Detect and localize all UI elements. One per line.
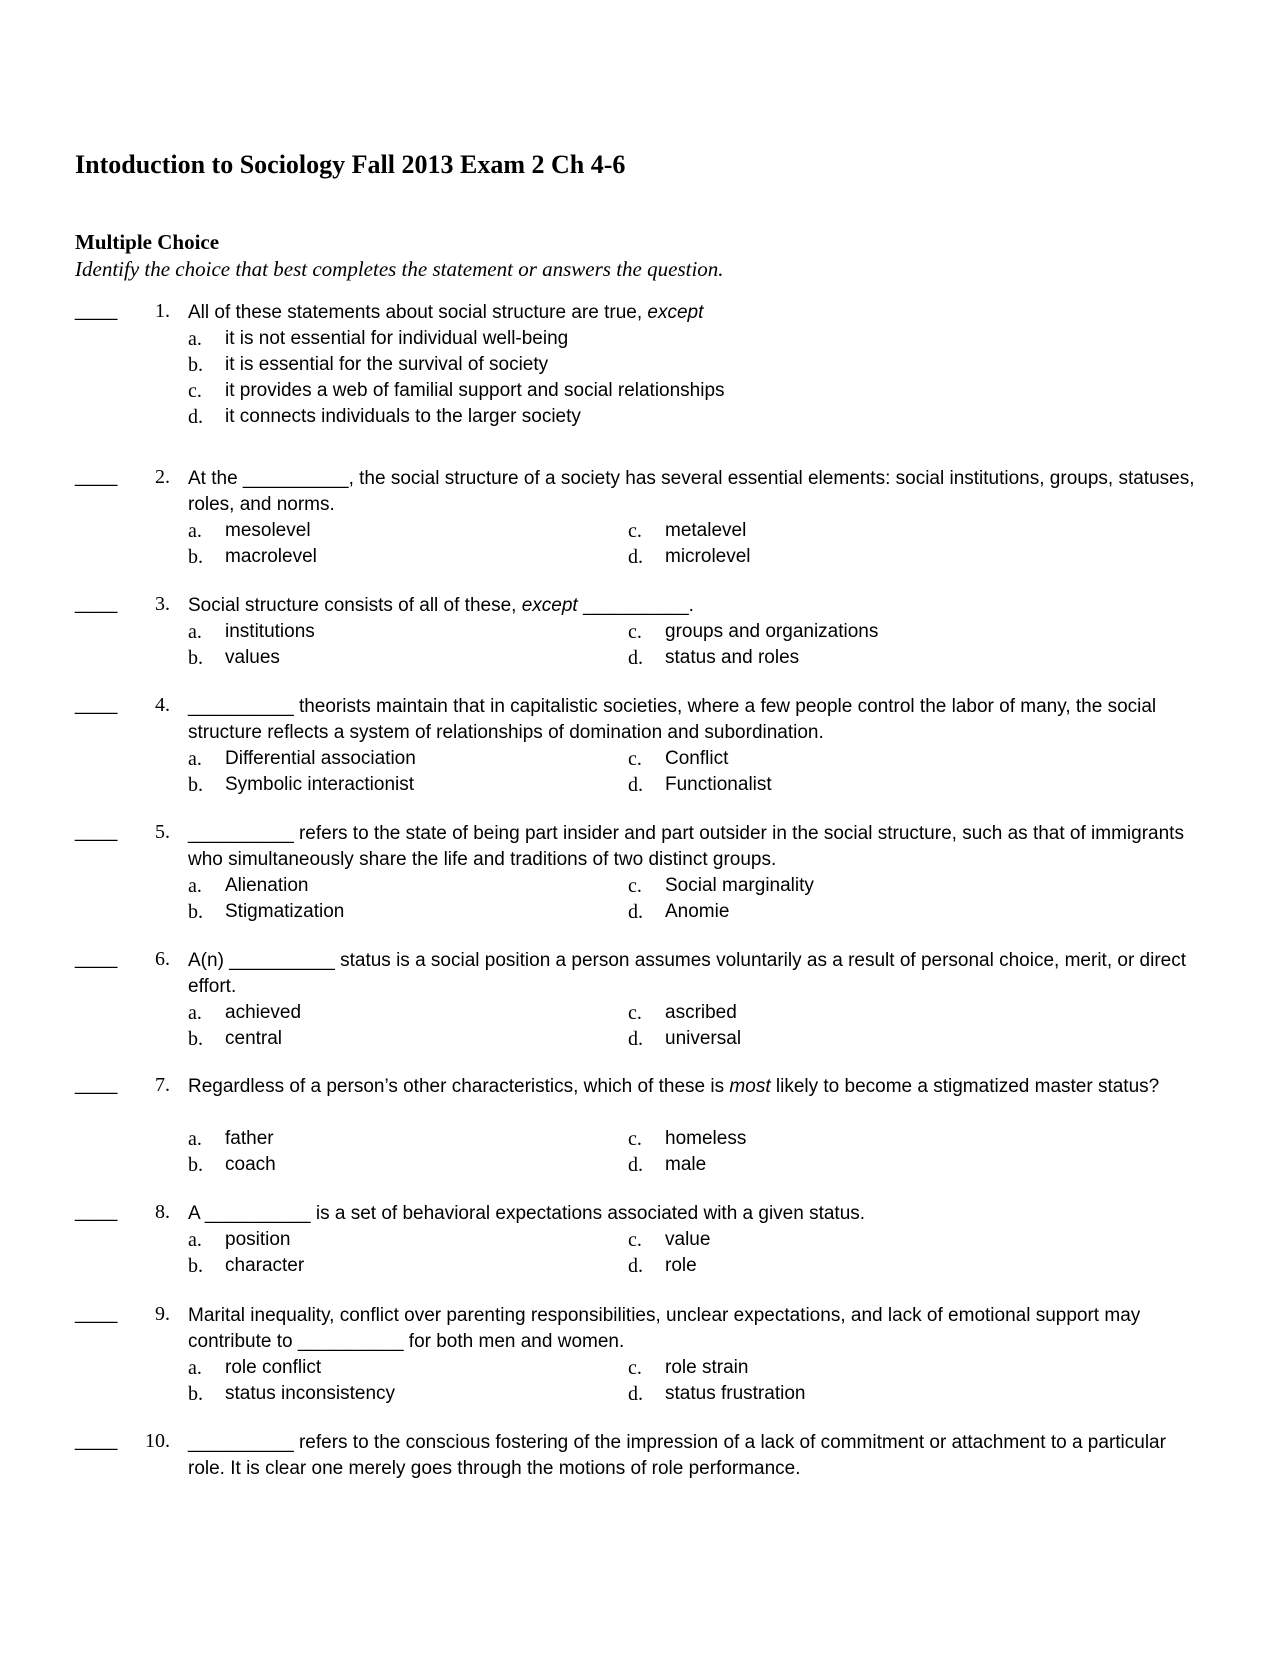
emphasis: except bbox=[647, 302, 704, 323]
question-number: 7. bbox=[155, 1074, 170, 1096]
question-stem: __________ theorists maintain that in capitalistic societies, where a few people control the labor of many, the social structure reflects a system of relationships of domination and subordination. bbox=[188, 696, 1157, 743]
question-stem: Marital inequality, conflict over parenting responsibilities, unclear expectations, and lack of emotional support may contribute to __________ for both men and women. bbox=[188, 1305, 1141, 1352]
question-number: 1. bbox=[155, 300, 170, 322]
answer-blank: ____ bbox=[75, 1201, 118, 1222]
question-stem: __________ refers to the state of being part insider and part outsider in the social structure, such as that of immigrants who simultaneously share the life and traditions of two distinct groups. bbox=[188, 823, 1184, 870]
question-number: 6. bbox=[155, 948, 170, 970]
instructions: Identify the choice that best completes the statement or answers the question. bbox=[75, 257, 724, 281]
question-stem: __________ refers to the conscious fostering of the impression of a lack of commitment or attachment to a particular role. It is clear one merely goes through the motions of role performance. bbox=[188, 1432, 1166, 1479]
question-stem: A(n) __________ status is a social position a person assumes voluntarily as a result of personal choice, merit, or direct effort. bbox=[188, 950, 1187, 997]
question-number: 9. bbox=[155, 1303, 170, 1325]
answer-blank: ____ bbox=[75, 593, 118, 614]
question-stem: Social structure consists of all of these, except __________. bbox=[188, 595, 694, 616]
answer-blank: ____ bbox=[75, 1430, 118, 1451]
question-number: 8. bbox=[155, 1201, 170, 1223]
answer-blank: ____ bbox=[75, 1303, 118, 1324]
question-stem: At the __________, the social structure of a society has several essential elements: social institutions, groups, statuses, roles, and norms. bbox=[188, 468, 1195, 515]
answer-blank: ____ bbox=[75, 821, 118, 842]
answer-blank: ____ bbox=[75, 466, 118, 487]
answer-blank: ____ bbox=[75, 1074, 118, 1095]
answer-blank: ____ bbox=[75, 948, 118, 969]
emphasis: most bbox=[729, 1076, 771, 1097]
question-number: 2. bbox=[155, 466, 170, 488]
section-heading: Multiple Choice bbox=[75, 230, 220, 254]
page-title: Intoduction to Sociology Fall 2013 Exam 2 Ch 4-6 bbox=[75, 150, 626, 179]
answer-blank: ____ bbox=[75, 694, 118, 715]
question-stem: Regardless of a person’s other characteristics, which of these is most likely to become a stigmatized master status? bbox=[188, 1076, 1160, 1097]
question-stem: All of these statements about social structure are true, except bbox=[188, 302, 704, 323]
question-stem: A __________ is a set of behavioral expectations associated with a given status. bbox=[188, 1203, 866, 1224]
answer-blank: ____ bbox=[75, 300, 118, 321]
question-number: 3. bbox=[155, 593, 170, 615]
emphasis: except bbox=[521, 595, 578, 616]
question-number: 4. bbox=[155, 694, 170, 716]
question-number: 5. bbox=[155, 821, 170, 843]
question-number: 10. bbox=[145, 1430, 170, 1452]
exam-page: Intoduction to Sociology Fall 2013 Exam 2 Ch 4-6 Multiple Choice Identify the choice that best completes the statement or answers the question. ____ 1. All of these statements about social structure are true, except a. it is not essential for individual well-being b. it is essential for the survival of society c. it provides a web of familial support and social relationships d. it connects individuals to the larger society ____ 2. At the __________, the social structure of a society has several essential elements: social institutions, groups, statuses, roles, and norms. a. mesolevel b. macrolevel c. metalevel d. microlevel ____ 3. Social structure consists of all of these, except __________. a. institutions b. values c. groups and organizations d. status and roles ____ 4. __________ theorists maintain that in capitalistic societies, where a few people control the labor of many, the social structure reflects a system of relationships of domination and subordination. a. Differential association b. Symbolic interactionist c. Conflict d. Functionalist ____ 5. __________ refers to the state of being part insider and part outsider in the social structure, such as that of immigrants who simultaneously share the life and traditions of two distinct groups. a. Alienation b. Stigmatization c. Social marginality d. Anomie ____ 6. A(n) __________ status is a social position a person assumes voluntarily as a result of personal choice, merit, or direct effort. a. achieved b. central c. ascribed d. universal ____ 7. Regardless of a person’s other characteristics, which of these is most likely to become a stigmatized master status? a. father b. coach c. homeless d. male ____ 8. A __________ is a set of behavioral expectations associated with a given status. a. position b. character c. value d. role ____ 9. Marital inequality, conflict over parenting responsibilities, unclear expectations, and lack of emotional support may contribute to __________ for both men and women. a. role conflict b. status inconsistency c. role strain d. status frustration ____ 10. __________ refers to the conscious fostering of the impression of a lack of commitment or attachment to a particular role. It is clear one merely goes through the motions of role performance. bbox=[0, 0, 1280, 1656]
